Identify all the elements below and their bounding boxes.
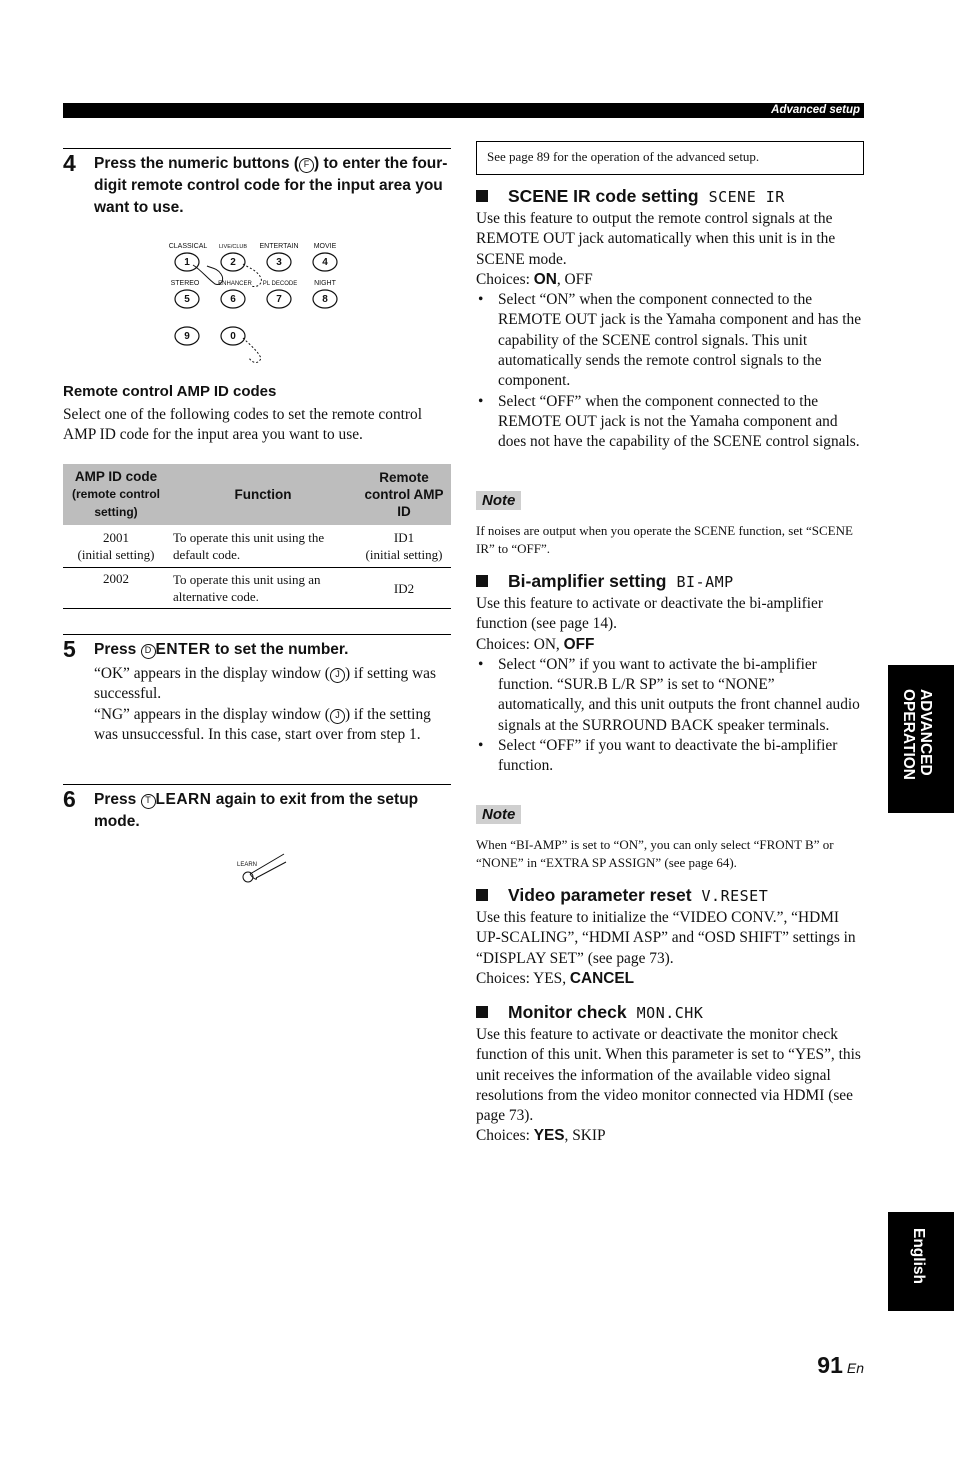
d-key-icon: D <box>141 644 156 659</box>
step4-rule <box>63 148 451 149</box>
list-item: • Select “ON” if you want to activate the bi-amplifier function. “SUR.B L/R SP” is set to “NONE” automatically, and this unit outputs the front channel audio signals at the SURROUND BACK speaker terminals. <box>476 655 864 736</box>
bi-amp-heading: Bi-amplifier setting BI-AMP <box>476 571 864 592</box>
monitor-check-body: Use this feature to activate or deactivate the monitor check function of this unit. When this parameter is set to “YES”, this unit receives the information of the available video signal resolutions from the video monitor connected via HDMI (see page 73). Choices: YES, SKIP <box>476 1026 861 1145</box>
square-bullet-icon <box>476 190 488 202</box>
th-remote-amp-id: Remote control AMP ID <box>357 464 451 525</box>
list-item: • Select “OFF” when the component connected to the REMOTE OUT jack is not the Yamaha component and does not have the capability of the SCENE control signals. <box>476 392 864 453</box>
f-key-icon: F <box>299 158 314 173</box>
reference-box: See page 89 for the operation of the advanced setup. <box>476 141 864 175</box>
pointing-finger-icon <box>193 264 261 363</box>
monitor-check-heading: Monitor check MON.CHK <box>476 1002 864 1023</box>
label-enhancer: ENHANCER <box>218 281 252 287</box>
square-bullet-icon <box>476 1006 488 1018</box>
scene-ir-body: Use this feature to output the remote control signals at the REMOTE OUT jack automatically when this unit is in the SCENE mode. Choices: ON, OFF • Select “ON” when the component connected to the REMOTE OUT jack is the Yamaha component and has the capability of the SCENE control signals. This unit automatically sends the remote control signals to the component. • Select “OFF” when the component connected to the REMOTE OUT jack is not the Yamaha component and does not have the capability of the SCENE control signals. <box>476 209 864 453</box>
t-key-icon: T <box>141 794 156 809</box>
amp-id-table <box>63 464 451 609</box>
video-reset-body: Use this feature to initialize the “VIDEO CONV.”, “HDMI UP-SCALING”, “HDMI ASP” and “OSD SHIFT” settings in “DISPLAY SET” (see page 73). Choices: YES, CANCEL <box>476 909 856 987</box>
bi-amp-body: Use this feature to activate or deactivate the bi-amplifier function (see page 14). Choices: ON, OFF • Select “ON” if you want to activate the bi-amplifier function. “SUR.B L/R SP” is set to “NONE” automatically, and this unit outputs the front channel audio signals at the SURROUND BACK speaker terminals. • Select “OFF” if you want to deactivate the bi-amplifier function. <box>476 594 864 777</box>
svg-text:LEARN: LEARN <box>237 862 258 868</box>
table-row: 2001 (initial setting) To operate this unit using the default code. ID1 (initial setting) <box>63 525 451 568</box>
square-bullet-icon <box>476 575 488 587</box>
scene-note-text: If noises are output when you operate the SCENE function, set “SCENE IR” to “OFF”. <box>476 523 853 556</box>
amp-id-heading: Remote control AMP ID codes <box>63 383 277 400</box>
step5-rule <box>63 634 451 635</box>
th-amp-id-code: AMP ID code (remote control setting) <box>63 464 169 525</box>
step4-text: Press the numeric buttons ( F ) to enter the four-digit remote control code for the input area you want to use. <box>94 155 448 216</box>
svg-text:0: 0 <box>230 331 236 342</box>
step5-detail: “OK” appears in the display window ( J ) if setting was successful. “NG” appears in the display window ( J ) if the setting was unsuccessful. In this case, start over from step 1. <box>94 665 436 743</box>
svg-text:5: 5 <box>184 294 190 305</box>
svg-text:2: 2 <box>230 257 236 268</box>
section-title: Advanced setup <box>771 104 860 116</box>
square-bullet-icon <box>476 889 488 901</box>
svg-text:3: 3 <box>276 257 282 268</box>
header-bar <box>63 103 864 118</box>
label-pl-decode: PL DECODE <box>262 281 298 287</box>
step5-text: Press D ENTER to set the number. <box>94 641 349 658</box>
step5: 5 Press D ENTER to set the number. “OK” appears in the display window ( J ) if setting was successful. “NG” appears in the display window ( J ) if the setting was unsuccessful. In this case, start over from step 1. <box>63 638 451 768</box>
svg-text:9: 9 <box>184 331 190 342</box>
list-item: • Select “ON” when the component connected to the REMOTE OUT jack is the Yamaha component and has the capability of the SCENE control signals. This unit automatically sends the remote control signals to the component. <box>476 290 864 391</box>
step4 <box>63 152 451 222</box>
label-stereo: STEREO <box>170 280 200 287</box>
svg-text:6: 6 <box>230 294 236 305</box>
label-entertain: ENTERTAIN <box>259 243 299 250</box>
svg-text:4: 4 <box>322 257 328 268</box>
label-classical: CLASSICAL <box>168 243 208 250</box>
english-tab[interactable]: English <box>888 1212 954 1311</box>
label-night: NIGHT <box>314 280 336 287</box>
label-movie: MOVIE <box>313 243 337 250</box>
scene-note-label: Note <box>476 491 521 510</box>
table-row: 2002 To operate this unit using an alternative code. ID2 <box>63 568 451 609</box>
display-window-icon: J <box>330 668 345 683</box>
amp-id-intro: Select one of the following codes to set the remote control AMP ID code for the input area you want to use. <box>63 406 423 444</box>
video-reset-heading: Video parameter reset V.RESET <box>476 885 864 906</box>
svg-text:8: 8 <box>322 294 328 305</box>
advanced-operation-tab[interactable]: ADVANCED OPERATION <box>888 665 954 813</box>
numeric-keypad-illustration <box>163 240 343 368</box>
learn-button-illustration <box>236 850 292 884</box>
step6: 6 Press T LEARN again to exit from the setup mode. <box>63 788 451 838</box>
step6-text: Press T LEARN again to exit from the setup mode. <box>94 791 419 830</box>
scene-ir-heading: SCENE IR code setting SCENE IR <box>476 186 864 207</box>
bi-amp-note-text: When “BI-AMP” is set to “ON”, you can only select “FRONT B” or “NONE” in “EXTRA SP ASSIGN” (see page 64). <box>476 837 834 870</box>
svg-text:7: 7 <box>276 294 282 305</box>
svg-text:1: 1 <box>184 257 190 268</box>
page-number: 91 En <box>817 1352 864 1378</box>
display-window-icon: J <box>330 709 345 724</box>
bi-amp-note-label: Note <box>476 805 521 824</box>
list-item: • Select “OFF” if you want to deactivate the bi-amplifier function. <box>476 736 864 777</box>
label-live-club: LIVE/CLUB <box>218 244 248 250</box>
step6-rule <box>63 784 451 785</box>
step-number: 4 <box>63 150 76 176</box>
th-function: Function <box>169 464 357 525</box>
